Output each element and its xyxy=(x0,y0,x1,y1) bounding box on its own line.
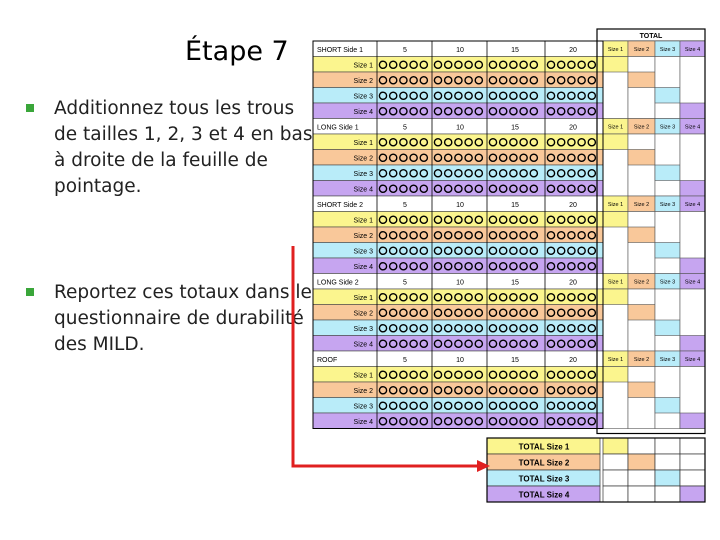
section-label: LONG Side 1 xyxy=(317,124,359,132)
size-row-label: Size 1 xyxy=(353,62,373,70)
size-sum-header-label: Size 2 xyxy=(633,357,650,363)
column-number: 15 xyxy=(511,202,519,209)
section-label: SHORT Side 2 xyxy=(317,202,364,209)
size-row-label: Size 3 xyxy=(353,93,373,101)
column-number: 5 xyxy=(403,357,407,364)
size-row-label: Size 3 xyxy=(353,248,373,256)
size-row-label: Size 2 xyxy=(353,310,373,318)
total-label: TOTAL Size 2 xyxy=(518,458,570,468)
size-sum-header-label: Size 4 xyxy=(684,47,701,53)
size-row-label: Size 2 xyxy=(353,233,373,240)
size-sum-header-label: Size 3 xyxy=(659,357,676,363)
column-number: 20 xyxy=(569,47,577,54)
size-sum-header-label: Size 1 xyxy=(607,47,624,53)
section-label: ROOF xyxy=(317,357,338,364)
column-number: 5 xyxy=(403,47,407,54)
column-number: 20 xyxy=(569,279,577,287)
size-row-label: Size 2 xyxy=(353,155,373,163)
total-label: TOTAL Size 4 xyxy=(518,490,570,500)
size-row-label: Size 4 xyxy=(353,109,373,116)
size-row-label: Size 3 xyxy=(353,326,373,333)
column-number: 15 xyxy=(511,357,519,364)
column-number: 5 xyxy=(403,202,407,209)
size-row-label: Size 1 xyxy=(353,295,373,302)
total-label: TOTAL Size 1 xyxy=(518,442,570,452)
column-number: 20 xyxy=(569,357,577,364)
section-label: SHORT Side 1 xyxy=(317,47,364,54)
size-sum-header-label: Size 1 xyxy=(607,202,624,208)
column-number: 10 xyxy=(456,47,464,54)
column-number: 10 xyxy=(456,357,464,364)
size-row-label: Size 4 xyxy=(353,264,373,271)
size-row-label: Size 1 xyxy=(353,140,373,147)
size-row-label: Size 2 xyxy=(353,388,373,395)
size-sum-header-label: Size 4 xyxy=(684,202,701,208)
size-sum-header-label: Size 2 xyxy=(633,47,650,53)
total-header-label: TOTAL xyxy=(639,33,663,40)
size-row-label: Size 4 xyxy=(353,341,373,349)
size-row-label: Size 3 xyxy=(353,171,373,178)
column-number: 5 xyxy=(403,279,407,287)
column-number: 15 xyxy=(511,279,519,287)
size-sum-header-label: Size 4 xyxy=(684,357,701,363)
size-row-label: Size 1 xyxy=(353,372,373,380)
section-label: LONG Side 2 xyxy=(317,279,359,287)
column-number: 15 xyxy=(511,47,519,54)
size-sum-header-label: Size 2 xyxy=(633,279,650,286)
size-sum-header-label: Size 3 xyxy=(659,47,676,53)
column-number: 10 xyxy=(456,202,464,209)
size-sum-header-label: Size 1 xyxy=(607,279,624,286)
size-sum-header-label: Size 4 xyxy=(684,124,701,131)
size-row-label: Size 4 xyxy=(353,419,373,426)
column-number: 15 xyxy=(511,124,519,132)
size-sum-header-label: Size 1 xyxy=(607,124,624,131)
size-sum-header-label: Size 3 xyxy=(659,124,676,131)
size-sum-header-label: Size 3 xyxy=(659,279,676,286)
size-row-label: Size 3 xyxy=(353,403,373,411)
column-number: 10 xyxy=(456,279,464,287)
total-label: TOTAL Size 3 xyxy=(518,474,570,484)
slide-title: Étape 7 xyxy=(185,36,289,67)
bullet-2-text: Reportez ces totaux dans le questionnaire de durabilité des MILD. xyxy=(54,282,312,355)
size-row-label: Size 4 xyxy=(353,186,373,194)
size-sum-header-label: Size 2 xyxy=(633,124,650,131)
size-sum-header-label: Size 4 xyxy=(684,279,701,286)
column-number: 20 xyxy=(569,202,577,209)
arrow-head-icon xyxy=(477,460,490,472)
size-sum-header-label: Size 2 xyxy=(633,202,650,208)
size-row-label: Size 2 xyxy=(353,78,373,85)
arrow-line xyxy=(293,246,478,466)
size-row-label: Size 1 xyxy=(353,217,373,225)
bullet-1-text: Additionnez tous les trous de tailles 1, 2, 3 et 4 en bas à droite de la feuille de pointage. xyxy=(54,98,313,197)
size-sum-header-label: Size 3 xyxy=(659,202,676,208)
column-number: 20 xyxy=(569,124,577,132)
size-sum-header-label: Size 1 xyxy=(607,357,624,363)
column-number: 5 xyxy=(403,124,407,132)
column-number: 10 xyxy=(456,124,464,132)
